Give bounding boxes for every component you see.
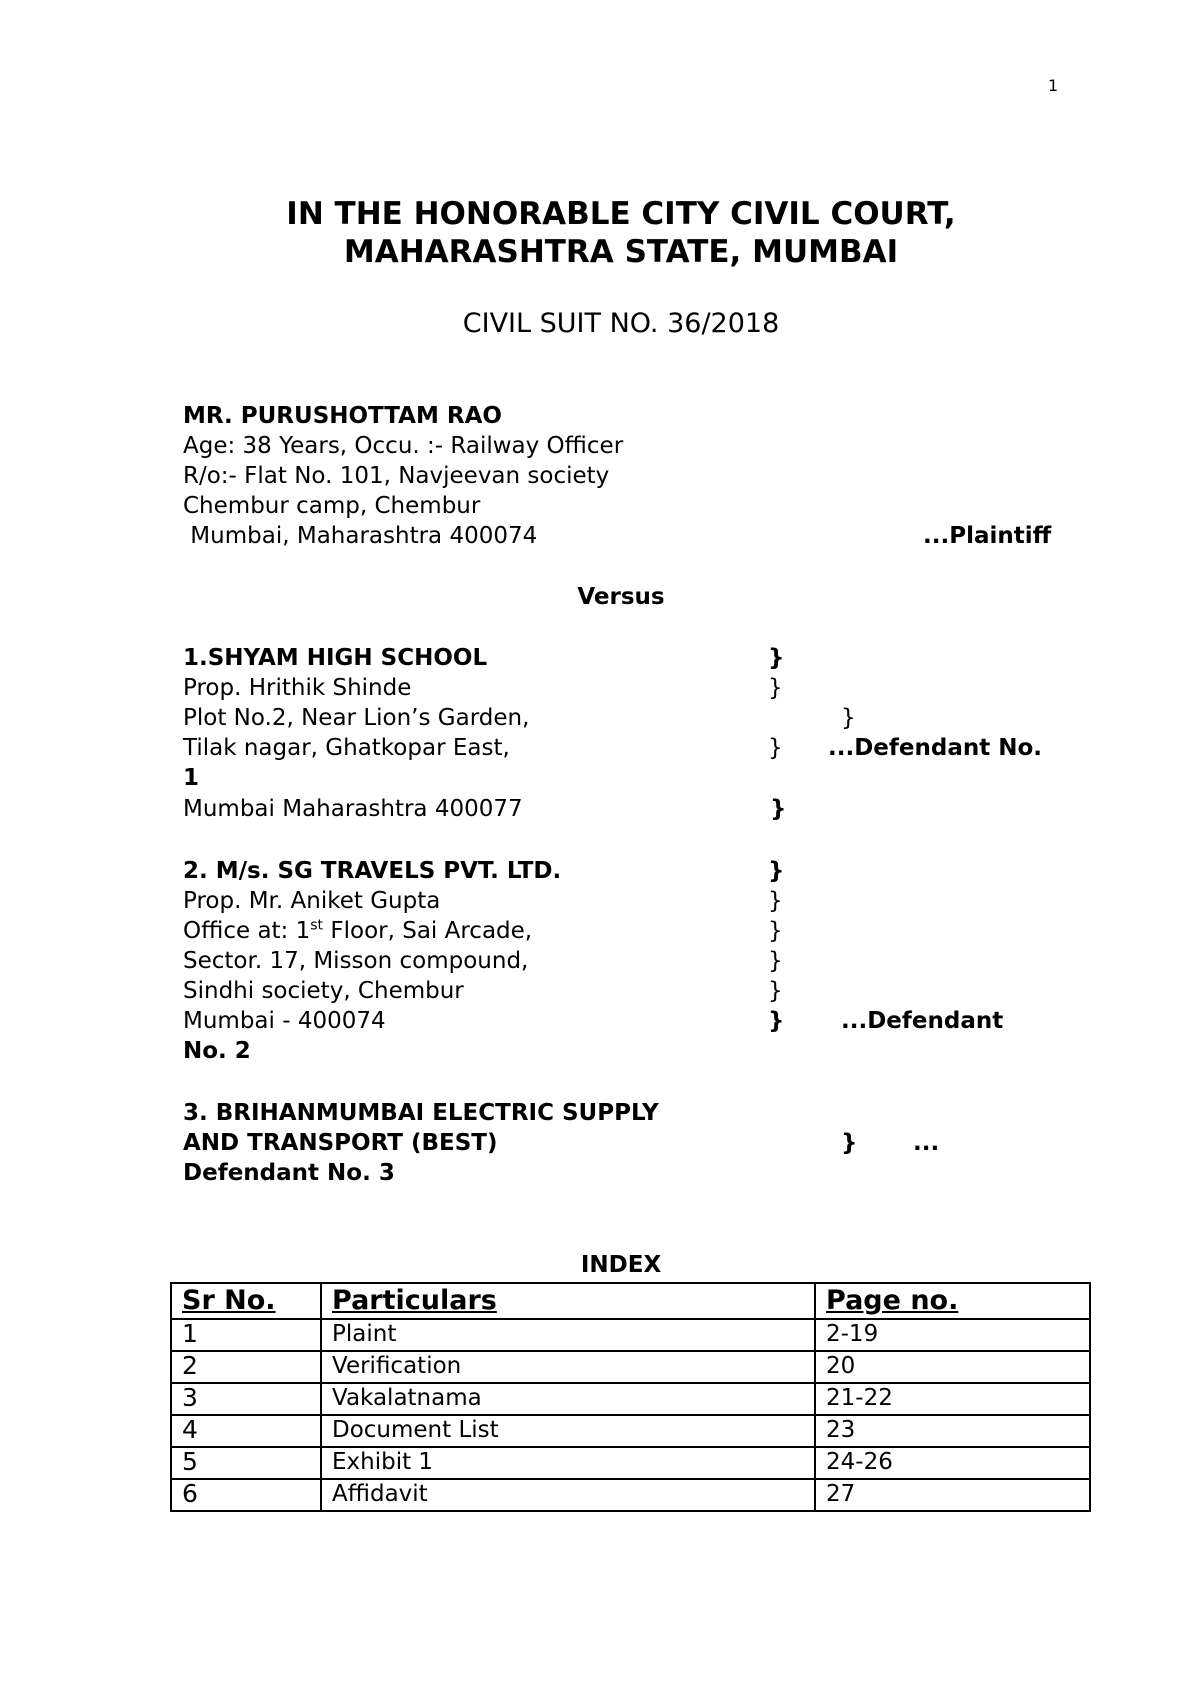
defendant3-role-cont: Defendant No. 3: [183, 1160, 395, 1186]
table-row: [171, 1383, 1090, 1415]
index-title: INDEX: [580, 1252, 662, 1278]
index-page: 23: [815, 1415, 1090, 1447]
index-page: 27: [815, 1479, 1090, 1511]
court-heading-line2: MAHARASHTRA STATE, MUMBAI: [343, 234, 899, 270]
defendant2-name: 2. M/s. SG TRAVELS PVT. LTD.: [183, 858, 562, 884]
defendant3-role: ...: [913, 1130, 940, 1156]
defendant1-role: ...Defendant No.: [828, 735, 1043, 761]
table-row: [171, 1319, 1090, 1351]
table-row: [171, 1479, 1090, 1511]
index-particular: Document List: [321, 1415, 815, 1447]
brace: }: [768, 888, 783, 914]
defendant2-office-suffix: Floor, Sai Arcade,: [323, 918, 533, 944]
index-header-page: Page no.: [815, 1283, 1090, 1319]
plaintiff-role: ...Plaintiff: [923, 523, 1052, 549]
versus-label: Versus: [577, 584, 665, 610]
defendant2-address3: Sindhi society, Chembur: [183, 978, 464, 1004]
defendant1-address3: Mumbai Maharashtra 400077: [183, 796, 523, 822]
table-row: [171, 1415, 1090, 1447]
plaintiff-name: MR. PURUSHOTTAM RAO: [183, 403, 502, 429]
index-header-sr: Sr No.: [171, 1283, 321, 1319]
table-row: [171, 1351, 1090, 1383]
defendant2-prop: Prop. Mr. Aniket Gupta: [183, 888, 441, 914]
index-page: 21-22: [815, 1383, 1090, 1415]
defendant1-name: 1.SHYAM HIGH SCHOOL: [183, 645, 488, 671]
defendant2-office: [183, 916, 532, 946]
defendant3-name2: AND TRANSPORT (BEST): [183, 1130, 498, 1156]
index-sr: 5: [171, 1447, 321, 1479]
brace: }: [841, 705, 856, 731]
brace: }: [768, 978, 783, 1004]
index-particular: Affidavit: [321, 1479, 815, 1511]
defendant1-address1: Plot No.2, Near Lion’s Garden,: [183, 705, 530, 731]
index-header-row: [171, 1283, 1090, 1319]
plaintiff-address3: Mumbai, Maharashtra 400074: [183, 523, 538, 549]
index-table: [170, 1282, 1091, 1512]
index-sr: 4: [171, 1415, 321, 1447]
defendant2-office-prefix: Office at: 1: [183, 918, 311, 944]
court-heading: [0, 195, 1200, 271]
court-heading-line1: IN THE HONORABLE CITY CIVIL COURT,: [286, 196, 956, 232]
defendant3-name1: 3. BRIHANMUMBAI ELECTRIC SUPPLY: [183, 1100, 659, 1126]
index-particular: Plaint: [321, 1319, 815, 1351]
plaintiff-age: Age: 38 Years, Occu. :- Railway Officer: [183, 433, 624, 459]
defendant2-role: ...Defendant: [841, 1008, 1004, 1034]
brace: }: [768, 675, 783, 701]
index-sr: 6: [171, 1479, 321, 1511]
index-page: 2-19: [815, 1319, 1090, 1351]
index-sr: 3: [171, 1383, 321, 1415]
defendant2-role-cont: No. 2: [183, 1038, 251, 1064]
defendant2-office-sup: st: [310, 917, 324, 934]
brace: }: [770, 796, 787, 822]
brace: }: [768, 735, 783, 761]
index-page: 20: [815, 1351, 1090, 1383]
brace: }: [768, 918, 783, 944]
plaintiff-address2: Chembur camp, Chembur: [183, 493, 481, 519]
index-page: 24-26: [815, 1447, 1090, 1479]
index-header-particulars: Particulars: [321, 1283, 815, 1319]
brace: }: [768, 1008, 785, 1034]
defendant1-address2: Tilak nagar, Ghatkopar East,: [183, 735, 510, 761]
table-row: [171, 1447, 1090, 1479]
index-particular: Exhibit 1: [321, 1447, 815, 1479]
defendant2-address2: Sector. 17, Misson compound,: [183, 948, 529, 974]
defendant1-role-cont: 1: [183, 765, 200, 791]
index-sr: 1: [171, 1319, 321, 1351]
brace: }: [768, 948, 783, 974]
suit-number: CIVIL SUIT NO. 36/2018: [462, 308, 780, 339]
defendant2-address4: Mumbai - 400074: [183, 1008, 386, 1034]
brace: }: [768, 645, 785, 671]
brace: }: [768, 858, 785, 884]
page-number: 1: [1048, 76, 1059, 95]
index-sr: 2: [171, 1351, 321, 1383]
index-particular: Verification: [321, 1351, 815, 1383]
brace: }: [841, 1130, 858, 1156]
defendant1-prop: Prop. Hrithik Shinde: [183, 675, 412, 701]
plaintiff-address1: R/o:- Flat No. 101, Navjeevan society: [183, 463, 610, 489]
index-particular: Vakalatnama: [321, 1383, 815, 1415]
